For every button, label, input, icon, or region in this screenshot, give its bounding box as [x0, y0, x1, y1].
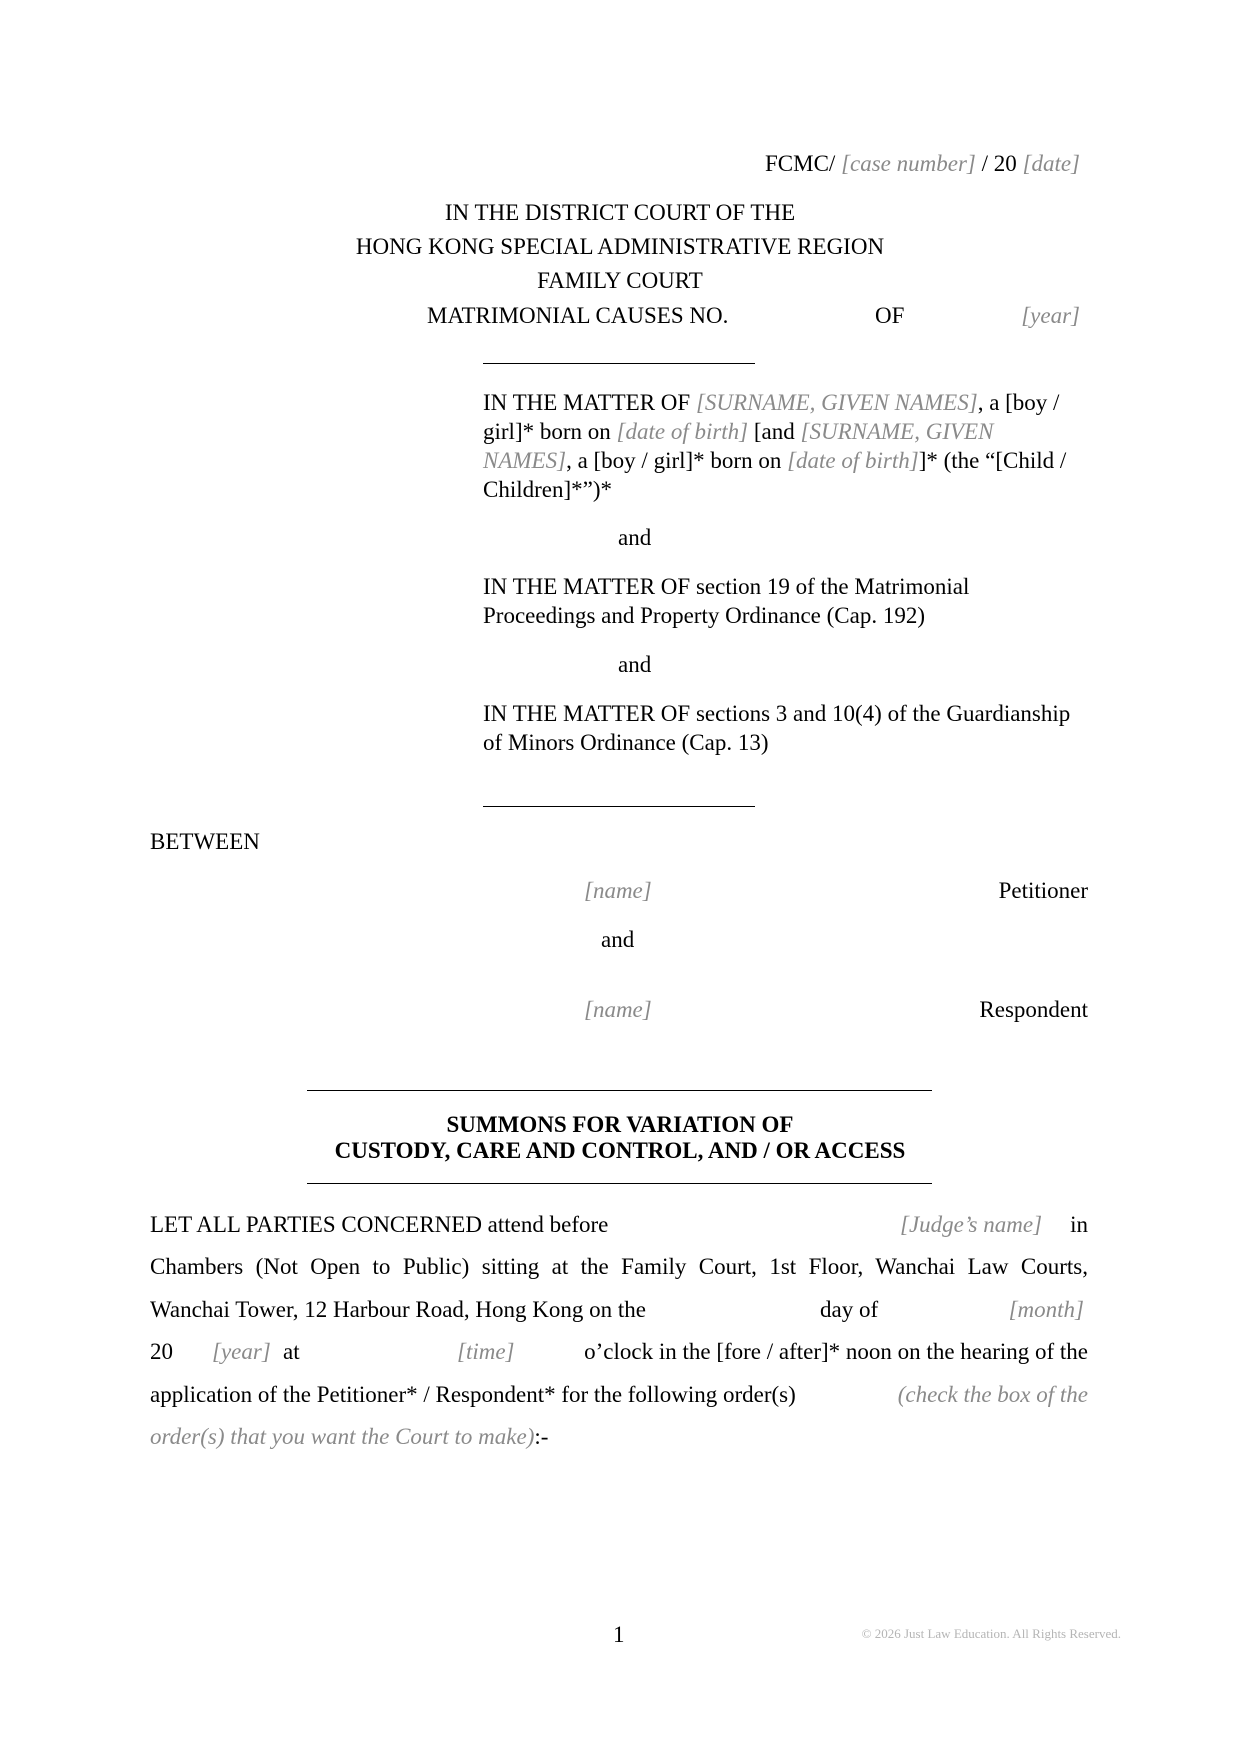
body-text: :- [534, 1424, 549, 1449]
matter-text: , a [boy / girl]* born on [483, 390, 1060, 444]
page-number: 1 [613, 1622, 625, 1647]
body-text: application of the Petitioner* / Respondent* for the following order(s) [150, 1382, 796, 1407]
case-ref-year-prefix: / 20 [981, 151, 1017, 176]
body-line-6 [150, 1423, 1088, 1452]
body-text: Wanchai Tower, 12 Harbour Road, Hong Kong on the [150, 1297, 646, 1322]
check-box-instruction-cont: order(s) that you want the Court to make) [150, 1424, 535, 1449]
body-text: o’clock in the [fore / after]* noon on the hearing of the [584, 1339, 1088, 1364]
title-line-2: CUSTODY, CARE AND CONTROL, AND / OR ACCESS [334, 1138, 906, 1163]
petitioner-label: Petitioner [998, 878, 1088, 903]
hearing-year-placeholder: [year] [212, 1339, 271, 1364]
copyright-notice: © 2026 Just Law Education. All Rights Reserved. [861, 1626, 1121, 1641]
year-placeholder: [year] [1021, 303, 1080, 328]
case-number-placeholder: [case number] [841, 151, 976, 176]
title-rule-bottom [307, 1183, 932, 1184]
body-text: Chambers (Not Open to Public) sitting at the Family Court, 1st Floor, Wanchai Law Courts, [150, 1254, 1088, 1279]
body-text: LET ALL PARTIES CONCERNED attend before [150, 1212, 609, 1237]
time-placeholder: [time] [457, 1339, 515, 1364]
of-label: OF [875, 303, 905, 328]
case-ref-prefix: FCMC/ [764, 151, 836, 176]
divider-top [483, 363, 755, 364]
and-connector-2: and [618, 652, 652, 677]
child2-name-placeholder: [SURNAME, GIVEN NAMES] [483, 419, 994, 473]
child2-dob-placeholder: [date of birth] [787, 448, 919, 473]
case-date-placeholder: [date] [1022, 151, 1080, 176]
body-text: 20 [150, 1339, 173, 1364]
case-reference [765, 150, 1080, 179]
check-box-instruction: (check the box of the [897, 1382, 1088, 1407]
matrimonial-causes-label: MATRIMONIAL CAUSES NO. [427, 303, 729, 328]
matter-text: [and [748, 419, 801, 444]
divider-bottom [483, 806, 755, 807]
respondent-label: Respondent [979, 997, 1088, 1022]
matter-text: , a [boy / girl]* born on [566, 448, 788, 473]
respondent-name-placeholder: [name] [584, 997, 652, 1022]
body-line-2 [150, 1253, 1088, 1282]
court-line-1: IN THE DISTRICT COURT OF THE [444, 200, 796, 225]
court-line-2: HONG KONG SPECIAL ADMINISTRATIVE REGION [355, 234, 885, 259]
body-text: day of [820, 1297, 879, 1322]
between-label: BETWEEN [150, 829, 260, 854]
matter-text: ]* (the “[Child / Children]*”)* [483, 448, 1067, 502]
child-dob-placeholder: [date of birth] [616, 419, 749, 444]
title-line-1: SUMMONS FOR VARIATION OF [446, 1112, 794, 1137]
title-rule-top [307, 1090, 932, 1091]
judge-name-placeholder: [Judge’s name] [900, 1212, 1043, 1237]
matter-children [483, 388, 1073, 504]
petitioner-name-placeholder: [name] [584, 878, 652, 903]
matter-text: IN THE MATTER OF [483, 390, 696, 415]
and-connector-1: and [618, 525, 652, 550]
court-line-3: FAMILY COURT [537, 268, 703, 293]
parties-and: and [601, 927, 635, 952]
month-placeholder: [month] [1008, 1297, 1084, 1322]
body-text: in [1070, 1212, 1088, 1237]
child-name-placeholder: [SURNAME, GIVEN NAMES] [695, 390, 978, 415]
matter-mppo: IN THE MATTER OF section 19 of the Matrimonial Proceedings and Property Ordinance (Cap. 192) [483, 574, 970, 628]
body-text: at [283, 1339, 300, 1364]
matter-gmo: IN THE MATTER OF sections 3 and 10(4) of the Guardianship of Minors Ordinance (Cap. 13) [483, 701, 1071, 755]
